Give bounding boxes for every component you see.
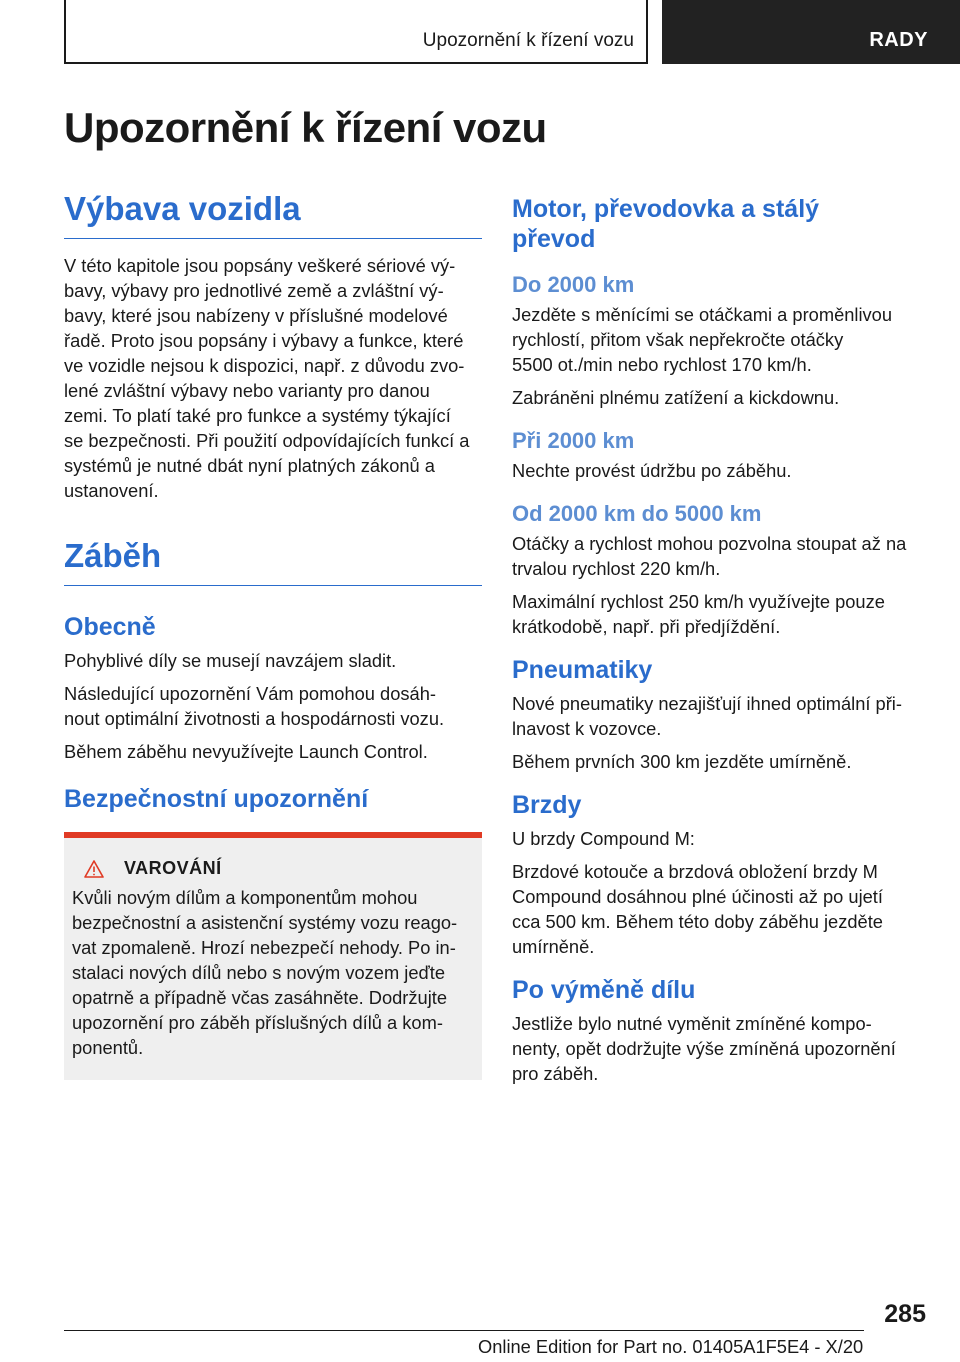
text-line: stalaci nových dílů nebo s novým vozem jeďte xyxy=(72,962,445,983)
text-line: lnavost k vozovce. xyxy=(512,718,662,739)
left-column xyxy=(64,190,482,1080)
brzdy-paragraph-2 xyxy=(512,859,932,959)
text-line: Během záběhu nevyužívejte Launch Control. xyxy=(64,741,428,762)
heading-obecne: Obecně xyxy=(64,613,156,641)
text-line: krátkodobě, např. při předjíždění. xyxy=(512,616,781,637)
text-line: Jezděte s měnícími se otáčkami a proměnlivou xyxy=(512,304,893,325)
do-2000-paragraph-1 xyxy=(512,302,932,377)
od-2000-paragraph-1 xyxy=(512,531,932,581)
text-line: V této kapitole jsou popsány veškeré sériové vý‐ xyxy=(64,255,456,276)
text-line: upozornění pro záběh příslušných dílů a kom‐ xyxy=(72,1012,443,1033)
text-line: ustanovení. xyxy=(64,480,159,501)
text-line: zemi. To platí také pro funkce a systémy týkající xyxy=(64,405,451,426)
obecne-paragraph-1 xyxy=(64,648,482,673)
heading-vybava: Výbava vozidla xyxy=(64,190,482,239)
text-line: pro záběh. xyxy=(512,1063,599,1084)
right-column xyxy=(512,190,932,1094)
warning-header xyxy=(72,858,472,879)
text-line: U brzdy Compound M: xyxy=(512,828,695,849)
text-line: Brzdové kotouče a brzdová obložení brzdy M xyxy=(512,861,878,882)
pri-2000-paragraph xyxy=(512,458,932,483)
text-line: vat zpomaleně. Hrozí nebezpečí nehody. Po in‐ xyxy=(72,937,456,958)
warning-text xyxy=(72,885,472,1060)
text-line: rychlostí, přitom však nepřekročte otáčky xyxy=(512,329,844,350)
text-line: Maximální rychlost 250 km/h využívejte pouze xyxy=(512,591,885,612)
text-line: opatrně a případně včas zasáhněte. Dodržujte xyxy=(72,987,448,1008)
header-box xyxy=(64,0,648,64)
page-number: 285 xyxy=(884,1300,926,1328)
text-line: trvalou rychlost 220 km/h. xyxy=(512,558,721,579)
text-line: bavy, výbavy pro jednotlivé země a zvláštní vý‐ xyxy=(64,280,444,301)
heading-do-2000: Do 2000 km xyxy=(512,272,635,297)
heading-motor xyxy=(512,194,932,254)
text-line: Následující upozornění Vám pomohou dosáh‐ xyxy=(64,683,436,704)
text-line: lené zvláštní výbavy nebo varianty pro danou xyxy=(64,380,430,401)
pneu-paragraph-2 xyxy=(512,749,932,774)
text-line: se bezpečnosti. Při použití odpovídajících funkcí a xyxy=(64,430,470,451)
od-2000-paragraph-2 xyxy=(512,589,932,639)
text-line: systémů je nutné dbát nyní platných zákonů a xyxy=(64,455,435,476)
warning-label: VAROVÁNÍ xyxy=(124,858,222,878)
text-line: Pohyblivé díly se musejí navzájem sladit. xyxy=(64,650,397,671)
text-line: nenty, opět dodržujte výše zmíněná upozornění xyxy=(512,1038,896,1059)
header-section-title: Upozornění k řízení vozu xyxy=(422,30,634,51)
text-line: nout optimální životnosti a hospodárnosti vozu. xyxy=(64,708,445,729)
text-line: řadě. Proto jsou popsány i výbavy a funkce, které xyxy=(64,330,464,351)
pneu-paragraph-1 xyxy=(512,691,932,741)
heading-pneumatiky: Pneumatiky xyxy=(512,656,653,684)
text-line: Během prvních 300 km jezděte umírněně. xyxy=(512,751,852,772)
obecne-paragraph-2 xyxy=(64,681,482,731)
do-2000-paragraph-2 xyxy=(512,385,932,410)
vymena-paragraph xyxy=(512,1011,932,1086)
text-line: Jestliže bylo nutné vyměnit zmíněné kompo‐ xyxy=(512,1013,872,1034)
heading-po-vymene: Po výměně dílu xyxy=(512,976,696,1004)
text-line: bavy, které jsou nabízeny v příslušné modelové xyxy=(64,305,448,326)
text-line: ponentů. xyxy=(72,1037,144,1058)
warning-box xyxy=(64,832,482,1080)
text-line: Compound dosáhnou plné účinosti až po ujetí xyxy=(512,886,883,907)
header-tab-label: RADY xyxy=(869,29,928,51)
footer-edition: Online Edition for Part no. 01405A1F5E4 - X/20 xyxy=(478,1336,864,1357)
text-line: 5500 ot./min nebo rychlost 170 km/h. xyxy=(512,354,812,375)
heading-zabeh: Záběh xyxy=(64,537,482,586)
heading-line: převod xyxy=(512,225,596,253)
text-line: Nechte provést údržbu po záběhu. xyxy=(512,460,792,481)
vybava-paragraph xyxy=(64,253,482,503)
heading-od-2000: Od 2000 km do 5000 km xyxy=(512,501,762,526)
text-line: cca 500 km. Během této doby záběhu jezděte xyxy=(512,911,883,932)
text-line: Zabráněni plnému zatížení a kickdownu. xyxy=(512,387,840,408)
text-line: bezpečnostní a asistenční systémy vozu reago‐ xyxy=(72,912,458,933)
obecne-paragraph-3 xyxy=(64,739,482,764)
header-tab xyxy=(662,0,960,64)
text-line: umírněně. xyxy=(512,936,595,957)
heading-pri-2000: Při 2000 km xyxy=(512,428,635,453)
heading-brzdy: Brzdy xyxy=(512,791,582,819)
page-title: Upozornění k řízení vozu xyxy=(64,104,547,151)
text-line: ve vozidle nejsou k dispozici, např. z důvodu zvo‐ xyxy=(64,355,465,376)
text-line: Nové pneumatiky nezajišťují ihned optimální při‐ xyxy=(512,693,902,714)
heading-line: Motor, převodovka a stálý xyxy=(512,195,820,223)
warning-triangle-icon xyxy=(84,860,104,878)
footer-divider xyxy=(64,1330,864,1331)
text-line: Kvůli novým dílům a komponentům mohou xyxy=(72,887,418,908)
text-line: Otáčky a rychlost mohou pozvolna stoupat až na xyxy=(512,533,907,554)
brzdy-paragraph-1 xyxy=(512,826,932,851)
heading-bezpecnost: Bezpečnostní upozornění xyxy=(64,785,369,813)
